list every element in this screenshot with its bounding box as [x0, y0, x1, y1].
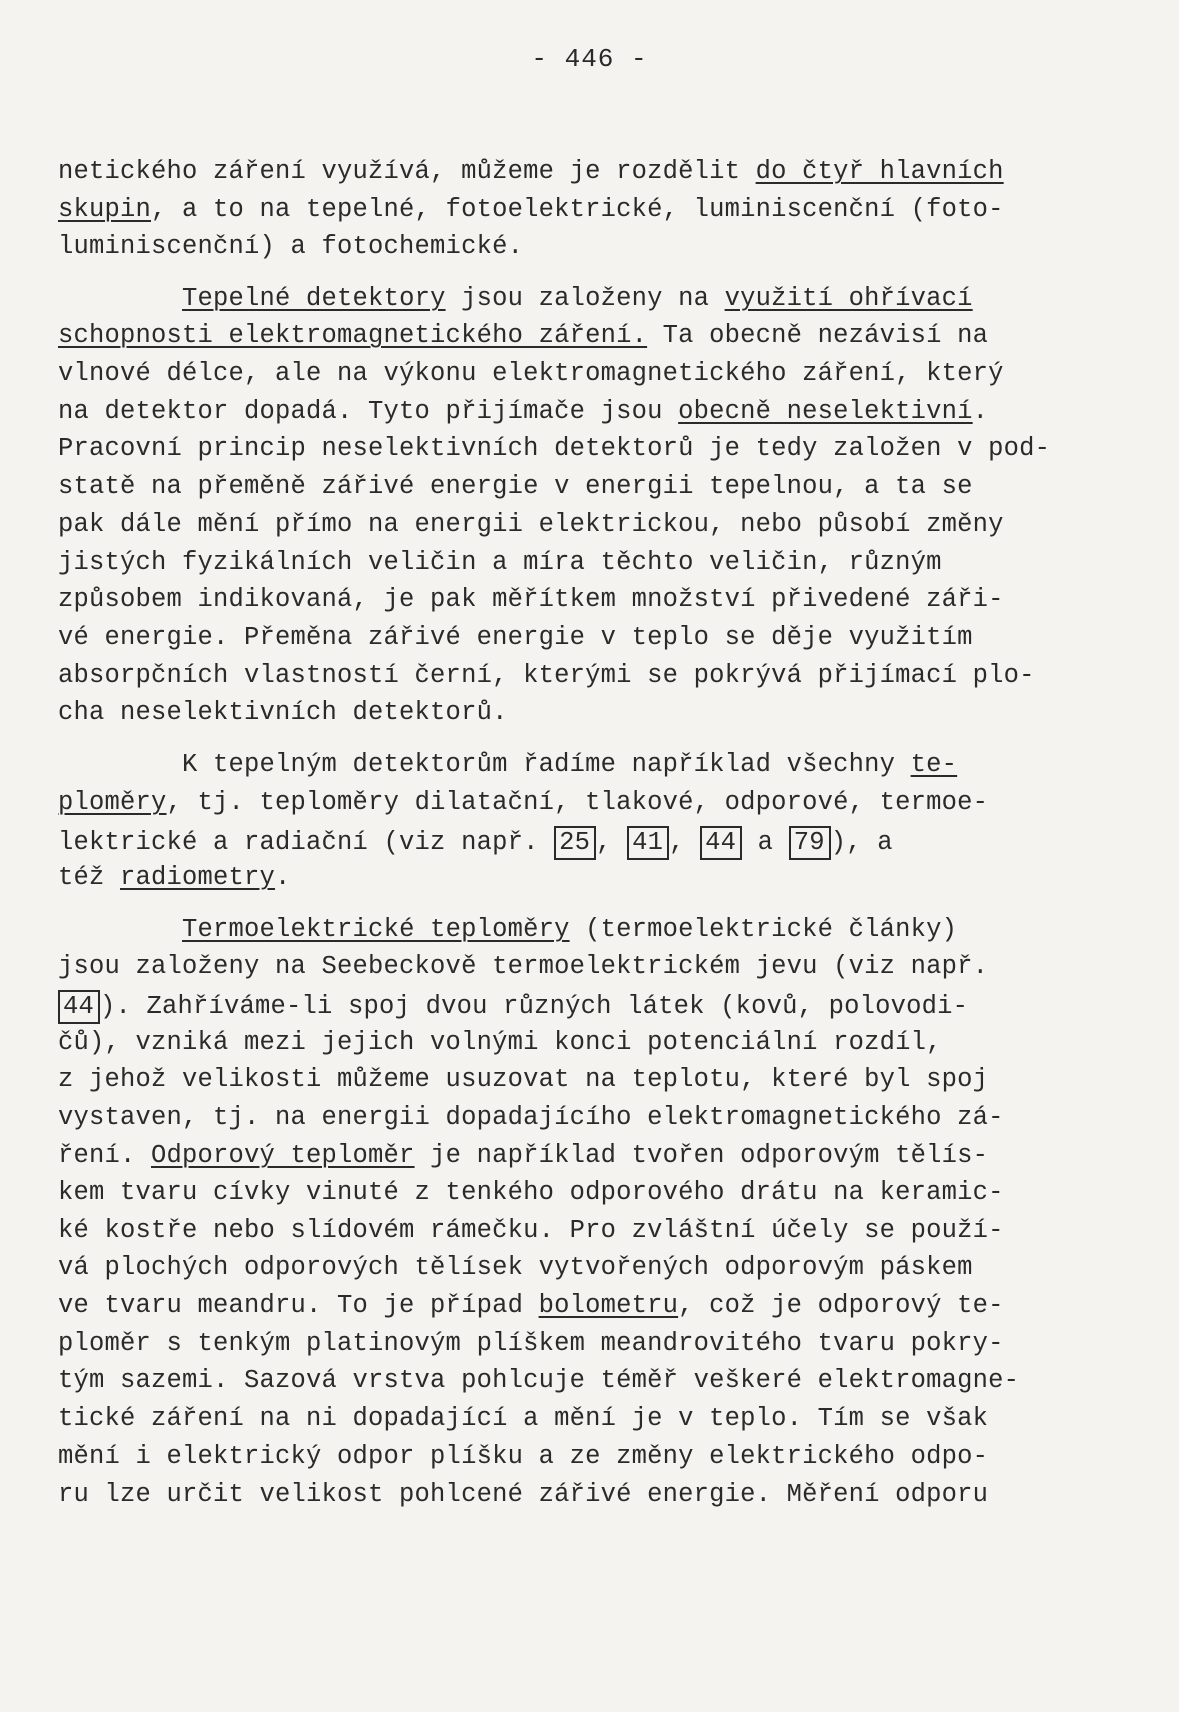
- line-text: , což je odporový te-: [678, 1291, 1004, 1320]
- line-text: , a: [846, 828, 893, 857]
- text-line: [58, 1178, 1004, 1208]
- line-text: ření.: [58, 1141, 152, 1170]
- line-text: ploměr s tenkým platinovým plíškem meandrovitého tvaru pokry-: [58, 1329, 1004, 1358]
- line-text: vá plochých odporových tělísek vytvořených odporovým páskem: [58, 1253, 973, 1282]
- text-line: [58, 661, 1035, 691]
- underlined-term: Tepelné detektory: [182, 284, 446, 313]
- citation-reference: 25: [554, 826, 596, 860]
- line-text: ké kostře nebo slídovém rámečku. Pro zvláštní účely se použí-: [58, 1216, 1004, 1245]
- text-line: [58, 1480, 988, 1510]
- line-text: vé energie. Přeměna zářivé energie v teplo se děje využitím: [58, 623, 973, 652]
- text-line: [58, 1253, 973, 1283]
- text-line: [58, 863, 291, 893]
- line-text: ). Zahříváme-li spoj dvou různých látek (kovů, polovodi-: [100, 992, 969, 1021]
- text-line: [58, 157, 1004, 187]
- line-text: .: [972, 397, 989, 426]
- line-text: Ta obecně nezávisí na: [647, 321, 989, 350]
- underlined-term: bolometru: [538, 1291, 679, 1320]
- text-line: [58, 990, 968, 1024]
- underlined-term: obecně neselektivní: [678, 397, 973, 426]
- line-text: a: [742, 828, 789, 857]
- line-text: jsou založeny na Seebeckově termoelektrickém jevu (viz např.: [58, 952, 989, 981]
- line-text: je například tvořen odporovým tělís-: [414, 1141, 989, 1170]
- line-text: ru lze určit velikost pohlcené zářivé energie. Měření odporu: [58, 1480, 989, 1509]
- text-line: [58, 232, 523, 262]
- line-text: z jehož velikosti můžeme usuzovat na teplotu, které byl spoj: [58, 1065, 989, 1094]
- line-text: ): [830, 828, 847, 857]
- text-line: [58, 1404, 988, 1434]
- line-text: netického záření využívá, můžeme je rozdělit: [58, 157, 756, 186]
- line-text: kem tvaru cívky vinuté z tenkého odporového drátu na keramic-: [58, 1178, 1004, 1207]
- text-line: [58, 548, 942, 578]
- text-line: [58, 1028, 942, 1058]
- line-text: jsou založeny na: [445, 284, 725, 313]
- text-line: [58, 321, 988, 351]
- line-text: čů), vzniká mezi jejich volnými konci potenciální rozdíl,: [58, 1028, 942, 1057]
- text-line: [58, 1216, 1004, 1246]
- text-line: [58, 1366, 1019, 1396]
- text-line: [58, 359, 1004, 389]
- line-text: jistých fyzikálních veličin a míra těchto veličin, různým: [58, 548, 942, 577]
- line-text: luminiscenční) a fotochemické.: [58, 232, 524, 261]
- underlined-term: využití ohřívací: [724, 284, 973, 313]
- text-line: [58, 1065, 988, 1095]
- line-text: ve tvaru meandru. To je případ: [58, 1291, 539, 1320]
- line-text: (termoelektrické články): [569, 915, 958, 944]
- text-line: [58, 1103, 1004, 1133]
- underlined-term: Odporový teploměr: [151, 1141, 415, 1170]
- line-text: způsobem indikovaná, je pak měřítkem množství přivedené záři-: [58, 585, 1004, 614]
- text-line: [58, 788, 988, 818]
- line-text: K tepelným detektorům řadíme například všechny: [58, 750, 911, 779]
- text-line: [58, 472, 973, 502]
- citation-reference: 79: [789, 826, 831, 860]
- underlined-term: ploměry: [58, 788, 167, 817]
- text-line: [58, 915, 957, 945]
- citation-reference: 44: [700, 826, 742, 860]
- text-line: [58, 510, 1004, 540]
- text-line: [58, 698, 508, 728]
- line-text: též: [58, 863, 121, 892]
- line-text: [58, 915, 182, 944]
- underlined-term: te-: [910, 750, 958, 779]
- underlined-term: radiometry: [120, 863, 276, 892]
- text-line: [58, 1291, 1004, 1321]
- page-number: - 446 -: [531, 44, 648, 74]
- line-text: lektrické a radiační (viz např.: [58, 828, 555, 857]
- line-text: mění i elektrický odpor plíšku a ze změny elektrického odpo-: [58, 1442, 989, 1471]
- line-text: vystaven, tj. na energii dopadajícího elektromagnetického zá-: [58, 1103, 1004, 1132]
- text-line: [58, 284, 973, 314]
- line-text: tické záření na ni dopadající a mění je v teplo. Tím se však: [58, 1404, 989, 1433]
- text-line: [58, 434, 1050, 464]
- text-line: [58, 623, 973, 653]
- text-line: [58, 195, 1004, 225]
- line-text: [58, 284, 182, 313]
- line-text: na detektor dopadá. Tyto přijímače jsou: [58, 397, 679, 426]
- text-line: [58, 1329, 1004, 1359]
- underlined-term: schopnosti elektromagnetického záření.: [58, 321, 648, 350]
- line-text: ,: [596, 828, 628, 857]
- text-line: [58, 1442, 988, 1472]
- line-text: ,: [669, 828, 701, 857]
- citation-reference: 41: [627, 826, 669, 860]
- underlined-term: skupin: [58, 195, 152, 224]
- line-text: statě na přeměně zářivé energie v energii tepelnou, a ta se: [58, 472, 973, 501]
- text-line: [58, 952, 988, 982]
- line-text: cha neselektivních detektorů.: [58, 698, 508, 727]
- underlined-term: do čtyř hlavních: [755, 157, 1004, 186]
- line-text: .: [275, 863, 291, 892]
- line-text: , a to na tepelné, fotoelektrické, luminiscenční (foto-: [151, 195, 1004, 224]
- text-line: [58, 397, 988, 427]
- line-text: absorpčních vlastností černí, kterými se pokrývá přijímací plo-: [58, 661, 1035, 690]
- line-text: tým sazemi. Sazová vrstva pohlcuje téměř veškeré elektromagne-: [58, 1366, 1020, 1395]
- citation-reference: 44: [58, 990, 100, 1024]
- underlined-term: Termoelektrické teploměry: [182, 915, 570, 944]
- text-line: [58, 585, 1004, 615]
- text-line: [58, 750, 957, 780]
- text-line: [58, 1141, 988, 1171]
- line-text: Pracovní princip neselektivních detektorů je tedy založen v pod-: [58, 434, 1051, 463]
- line-text: pak dále mění přímo na energii elektrickou, nebo působí změny: [58, 510, 1004, 539]
- line-text: vlnové délce, ale na výkonu elektromagnetického záření, který: [58, 359, 1004, 388]
- line-text: , tj. teploměry dilatační, tlakové, odporové, termoe-: [166, 788, 989, 817]
- text-line: [58, 826, 893, 860]
